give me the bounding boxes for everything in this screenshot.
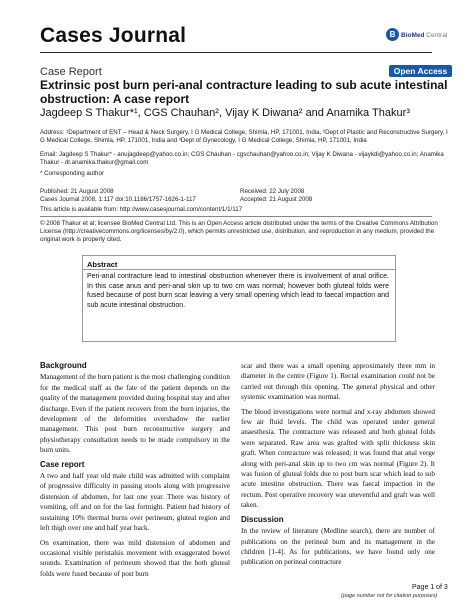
biomed-central-logo: [386, 28, 448, 44]
right-column: [241, 361, 435, 572]
case-report-paragraph-1: A two and half year old male child was admitted with complaint of progressive difficulty in passing stools along with progressive distension of abdomen, for last one year. There was history of vomiting, off and on for the last fortnight. Patient had history of sustaining 10% thermal burns over perineum, gluteal region and left thigh over one and half year back.: [40, 472, 230, 533]
affiliations: Address: ¹Department of ENT – Head & Neck Surgery, I G Medical College, Shimla, HP, 171001, India, ²Dept of Plastic and Reconstructive Surgery, I G Medical College, Shimla, HP, 171001, India and ³Dept of Gynecology, I G Medical College, Shimla, HP, 171001, India: [40, 129, 448, 144]
article-type: Case Report: [40, 66, 102, 78]
case-report-paragraph-4: The blood investigations were normal and x-ray abdomen showed few air fluid levels. The child was operated under general anaesthesia. The contracture was released and both gluteal folds were separated. Raw area was grafted with split thickness skin graft. When contracture was released; it was found that anal verge along with peri-anal skin up to two cm was normal (Figure 2). It was fusion of gluteal folds due to post burn scar which lead to sub acute intestine obstruction. There was faecal impaction in the rectum. Post operative recovery was uneventful and graft was well taken.: [241, 407, 435, 510]
published-date: Published: 21 August 2008: [40, 188, 114, 195]
page-number: Page 1 of 3: [412, 584, 448, 591]
citation-note: (page number not for citation purposes): [341, 593, 438, 599]
discussion-paragraph: In the review of literature (Medline search), there are number of publications on the perineal burn and its management in the children [1-4]. As for publications, we have found only one publication on perineal contracture: [241, 527, 435, 567]
background-heading: Background: [40, 361, 87, 370]
case-report-heading: Case report: [40, 459, 85, 469]
author-emails: Email: Jagdeep S Thakur* - anujagdeep@yahoo.co.in; CGS Chauhan - cgschauhan@yahoo.co.in; Vijay K Diwana - vijaykdi@yahoo.co.in; Anamika Thakur - dr.anamika.thakur@gmail.com: [40, 151, 444, 166]
abstract-heading: Abstract: [87, 260, 118, 269]
left-column: [40, 361, 230, 583]
article-title: Extrinsic post burn peri-anal contracture leading to sub acute intestinal obstruction: A case report: [40, 78, 448, 106]
biomed-logo-mark-icon: B: [386, 28, 399, 41]
metadata-rule: [40, 216, 432, 217]
discussion-heading: Discussion: [241, 514, 284, 524]
open-access-badge: Open Access: [389, 65, 452, 77]
abstract-text: Peri-anal contracture lead to intestinal obstruction whenever there is involvement of anal orifice. In this case anus and peri-anal skin up to two cm was normal; however both gluteal folds were fused because of post burn scar leaving a very small opening which lead to faecal impaction and sub acute intestinal obstruction.: [87, 273, 389, 309]
accepted-date: Accepted: 21 August 2008: [240, 196, 313, 203]
publication-info: [40, 188, 240, 204]
abstract-rule: [83, 269, 395, 270]
abstract-box: [82, 255, 396, 342]
biomed-logo-suffix: Central: [426, 32, 448, 39]
background-paragraph: Management of the burn patient is the most challenging condition for the medical staff as the fate of the patient depends on the quality of the management provided during hospital stay and after discharge. Even if the patient recovers from the burn injuries, the development of the deformities overshadow the earlier management. This post burn reconstructive surgery and physiotherapy consultation needs to be made compulsory in the burn units.: [40, 373, 230, 455]
header-rule: [40, 52, 432, 53]
copyright-notice: © 2008 Thakur et al; licensee BioMed Central Ltd. This is an Open Access article distributed under the terms of the Creative Commons Attribution License (http://creativecommons.org/licenses/by/2.0), which permits unrestricted use, distribution, and reproduction in any medium, provided the original work is properly cited.: [40, 220, 438, 243]
journal-name: Cases Journal: [40, 24, 187, 47]
article-url: This article is available from: http://www.casesjournal.com/content/1/1/117: [40, 206, 243, 213]
case-report-paragraph-2: On examination, there was mild distension of abdomen and occasional visible peristalsis movement with exaggerated bowel sounds. Examination of perineum showed that the both gluteal folds were fused because of post burn: [40, 538, 230, 578]
biomed-logo-text: [401, 32, 447, 39]
author-list: Jagdeep S Thakur*¹, CGS Chauhan², Vijay K Diwana² and Anamika Thakur³: [40, 107, 410, 119]
corresponding-author-note: * Corresponding author: [40, 170, 104, 177]
submission-info: [240, 188, 440, 204]
case-report-paragraph-3: scar and there was a small opening approximately three mm in diameter in the centre (Figure 1). Rectal examination could not be carried out through this opening. The general physical and other systemic examination was normal.: [241, 362, 435, 402]
received-date: Received: 22 July 2008: [240, 188, 305, 195]
journal-citation: Cases Journal 2008, 1:117 doi:10.1186/1757-1626-1-117: [40, 196, 196, 203]
biomed-logo-brand: BioMed: [401, 32, 425, 39]
